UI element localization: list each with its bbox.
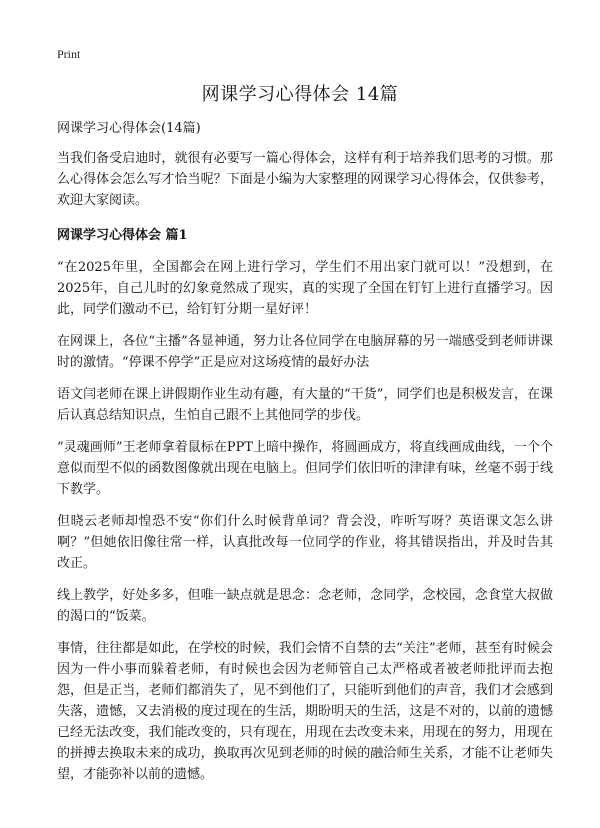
section-heading: 网课学习心得体会 篇1 bbox=[57, 228, 188, 243]
body-paragraph: 线上教学，好处多多，但唯一缺点就是思念：念老师，念同学，念校园，念食堂大叔做的渴口的“饭菜。 bbox=[57, 588, 553, 624]
print-label: Print bbox=[57, 47, 81, 61]
body-paragraph: “在2025年里，全国都会在网上进行学习，学生们不用出家门就可以！”没想到，在2025年，自己儿时的幻象竟然成了现实，真的实现了全国在钉钉上进行直播学习。因此，同学们激动不已，给钉钉分期一星好评！ bbox=[57, 260, 553, 317]
body-paragraph: 语文闫老师在课上讲假期作业生动有趣，有大量的“干货”，同学们也是积极发言，在课后认真总结知识点，生怕自己跟不上其他同学的步伐。 bbox=[57, 387, 553, 423]
body-paragraph: 但晓云老师却惶恐不安“你们什么时候背单词？背会没，咋听写呀？英语课文怎么讲啊？”但她依旧像往常一样，认真批改每一位同学的作业，将其错误指出，并及时告其改正。 bbox=[57, 514, 553, 571]
article-body bbox=[57, 118, 553, 796]
intro-paragraph: 当我们备受启迪时，就很有必要写一篇心得体会，这样有利于培养我们思考的习惯。那么心得体会怎么写才恰当呢？下面是小编为大家整理的网课学习心得体会，仅供参考，欢迎大家阅读。 bbox=[57, 151, 553, 208]
body-paragraph: 在网课上，各位“主播”各显神通，努力让各位同学在电脑屏幕的另一端感受到老师讲课时的激情。“停课不停学”正是应对这场疫情的最好办法 bbox=[57, 334, 553, 370]
page-title: 网课学习心得体会 14篇 bbox=[201, 84, 399, 105]
body-paragraph: “灵魂画师”王老师拿着鼠标在PPT上暗中操作，将圆画成方，将直线画成曲线，一个个意似而型不似的函数图像就出现在电脑上。但同学们依旧听的津津有味，丝毫不弱于线下教学。 bbox=[57, 440, 553, 497]
article-subtitle: 网课学习心得体会(14篇) bbox=[57, 121, 201, 136]
body-paragraph: 事情，往往都是如此，在学校的时候，我们会情不自禁的去“关注”老师，甚至有时候会因为一件小事而躲着老师，有时候也会因为老师管自己太严格或者被老师批评而去抱怨，但是正当，老师们都消失了，见不到他们了，只能听到他们的声音，我们才会感到失落，遗憾，又去消极的度过现在的生活，期盼明天的生活，这是不对的，以前的遗憾已经无法改变，我们能改变的，只有现在，用现在去改变未来，用现在的努力，用现在的拼搏去换取未来的成功，换取再次见到老师的时候的融洽师生关系，才能不让老师失望，才能弥补以前的遗憾。 bbox=[57, 641, 553, 782]
